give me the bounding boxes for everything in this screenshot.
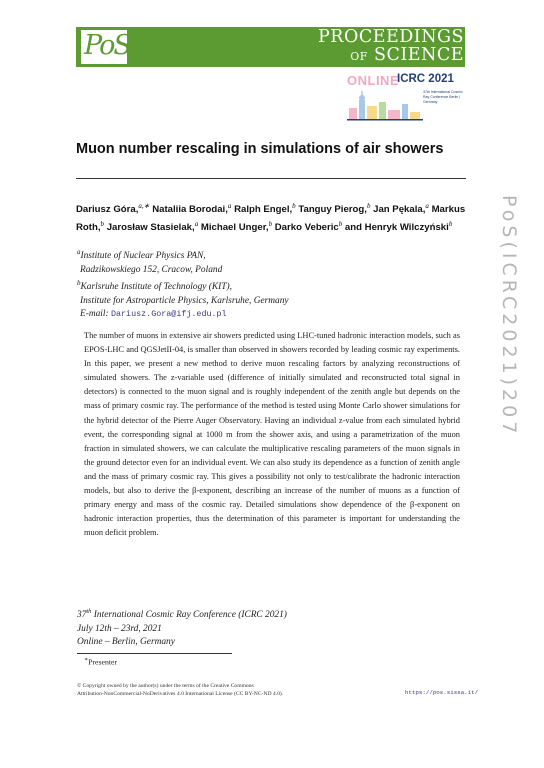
pos-url-link[interactable]: https://pos.sissa.it/ (405, 689, 479, 696)
conference-name: 37th International Cosmic Ray Conference (ICRC 2021) (77, 608, 287, 621)
author: Jan Pękala,$^a$ (373, 202, 429, 216)
author: Darko Veberic$^b$ (274, 220, 343, 234)
online-word: ONLINE (347, 73, 400, 88)
icrc-subtext: 37th International Cosmic Ray Conference Berlin | Germany (423, 90, 463, 104)
title-rule (76, 178, 466, 179)
of-word: OF (350, 50, 368, 63)
affiliation-address: Radzikowskiego 152, Cracow, Poland (80, 264, 223, 275)
author-list (76, 199, 468, 235)
copyright-line: © Copyright owned by the author(s) under the terms of the Creative Commons (77, 683, 254, 689)
pos-logo-text: PoS (84, 30, 130, 61)
author: Jarosław Stasielak,$^a$ (106, 220, 199, 234)
icrc-word: ICRC 2021 (397, 73, 454, 85)
author: and Henryk Wilczyński$^b$ (344, 220, 453, 234)
science-word: SCIENCE (373, 45, 464, 65)
footnote-rule (77, 653, 232, 654)
affiliation: $^b$Karlsruhe Institute of Technology (KIT), (77, 279, 232, 293)
author: Nataliia Borodai,$^a$ (152, 202, 232, 216)
affiliation-address: Institute for Astroparticle Physics, Karlsruhe, Germany (80, 295, 289, 306)
affiliation: $^a$Institute of Nuclear Physics PAN, (77, 248, 206, 262)
author: Ralph Engel,$^b$ (234, 202, 296, 216)
icrc-logo (347, 73, 465, 123)
conference-dates: July 12th – 23rd, 2021 (77, 623, 162, 634)
affiliations (77, 246, 467, 322)
pos-logo (80, 29, 128, 65)
copyright-notice (77, 683, 367, 698)
email-link[interactable]: Dariusz.Gora@ifj.edu.pl (110, 309, 227, 320)
author: Tanguy Pierog,$^b$ (298, 202, 371, 216)
side-identifier (498, 195, 520, 470)
email-line: E-mail: Dariusz.Gora@ifj.edu.pl (80, 309, 227, 320)
berlin-skyline-icon (347, 90, 423, 122)
side-identifier-text: PoS(ICRC2021)207 (498, 195, 520, 438)
conference-info (77, 605, 287, 650)
conference-place: Online – Berlin, Germany (77, 637, 175, 648)
abstract: The number of muons in extensive air showers predicted using LHC-tuned hadronic interaction models, such as EPOS-LHC and QGSJetII-04, is smaller than observed in showers recorded by leading cosmic ray experiments. In this paper, we present a new method to derive muon rescaling factors by analyzing reconstructions of simulated showers. The z-variable used (difference of initially simulated and reconstructed total signal in detectors) is connected to the muon signal and is roughly independent of the zenith angle but depends on the mass of primary cosmic ray. The performance of the method is tested using Monte Carlo shower simulations for the hybrid detector of the Pierre Auger Observatory. Having an individual z-value from each simulated hybrid event, the corresponding signal at 1000 m from the shower axis, and using a parametrization of the muon fraction in simulated showers, we can calculate the multiplicative rescaling parameters of the muon signals in the ground detector even for an individual event. We can also study its dependence as a function of zenith angle and the mass of primary cosmic ray. This gives a possibility not only to test/calibrate the hadronic interaction models, but also to derive the β-exponent, describing an increase of the number of muons as a function of primary energy and mass of the cosmic ray. Detailed simulations show dependence of the β-exponent on hadronic interaction properties, thus the determination of this parameter is important for understanding the muon deficit problem. (84, 331, 460, 538)
author: Dariusz Góra,$^{a,∗}$ (76, 202, 150, 216)
license-line: Attribution-NonCommercial-NoDerivatives 4.0 International License (CC BY-NC-ND 4.0). (77, 690, 284, 697)
proceedings-word: PROCEEDINGS (318, 27, 464, 47)
proceedings-of-science-title (224, 28, 464, 66)
paper-title: Muon number rescaling in simulations of air showers (76, 141, 444, 157)
author: Michael Unger,$^b$ (200, 220, 273, 234)
author: Markus Roth,$^b$ (76, 204, 466, 234)
footnote: ∗Presenter (84, 657, 118, 667)
